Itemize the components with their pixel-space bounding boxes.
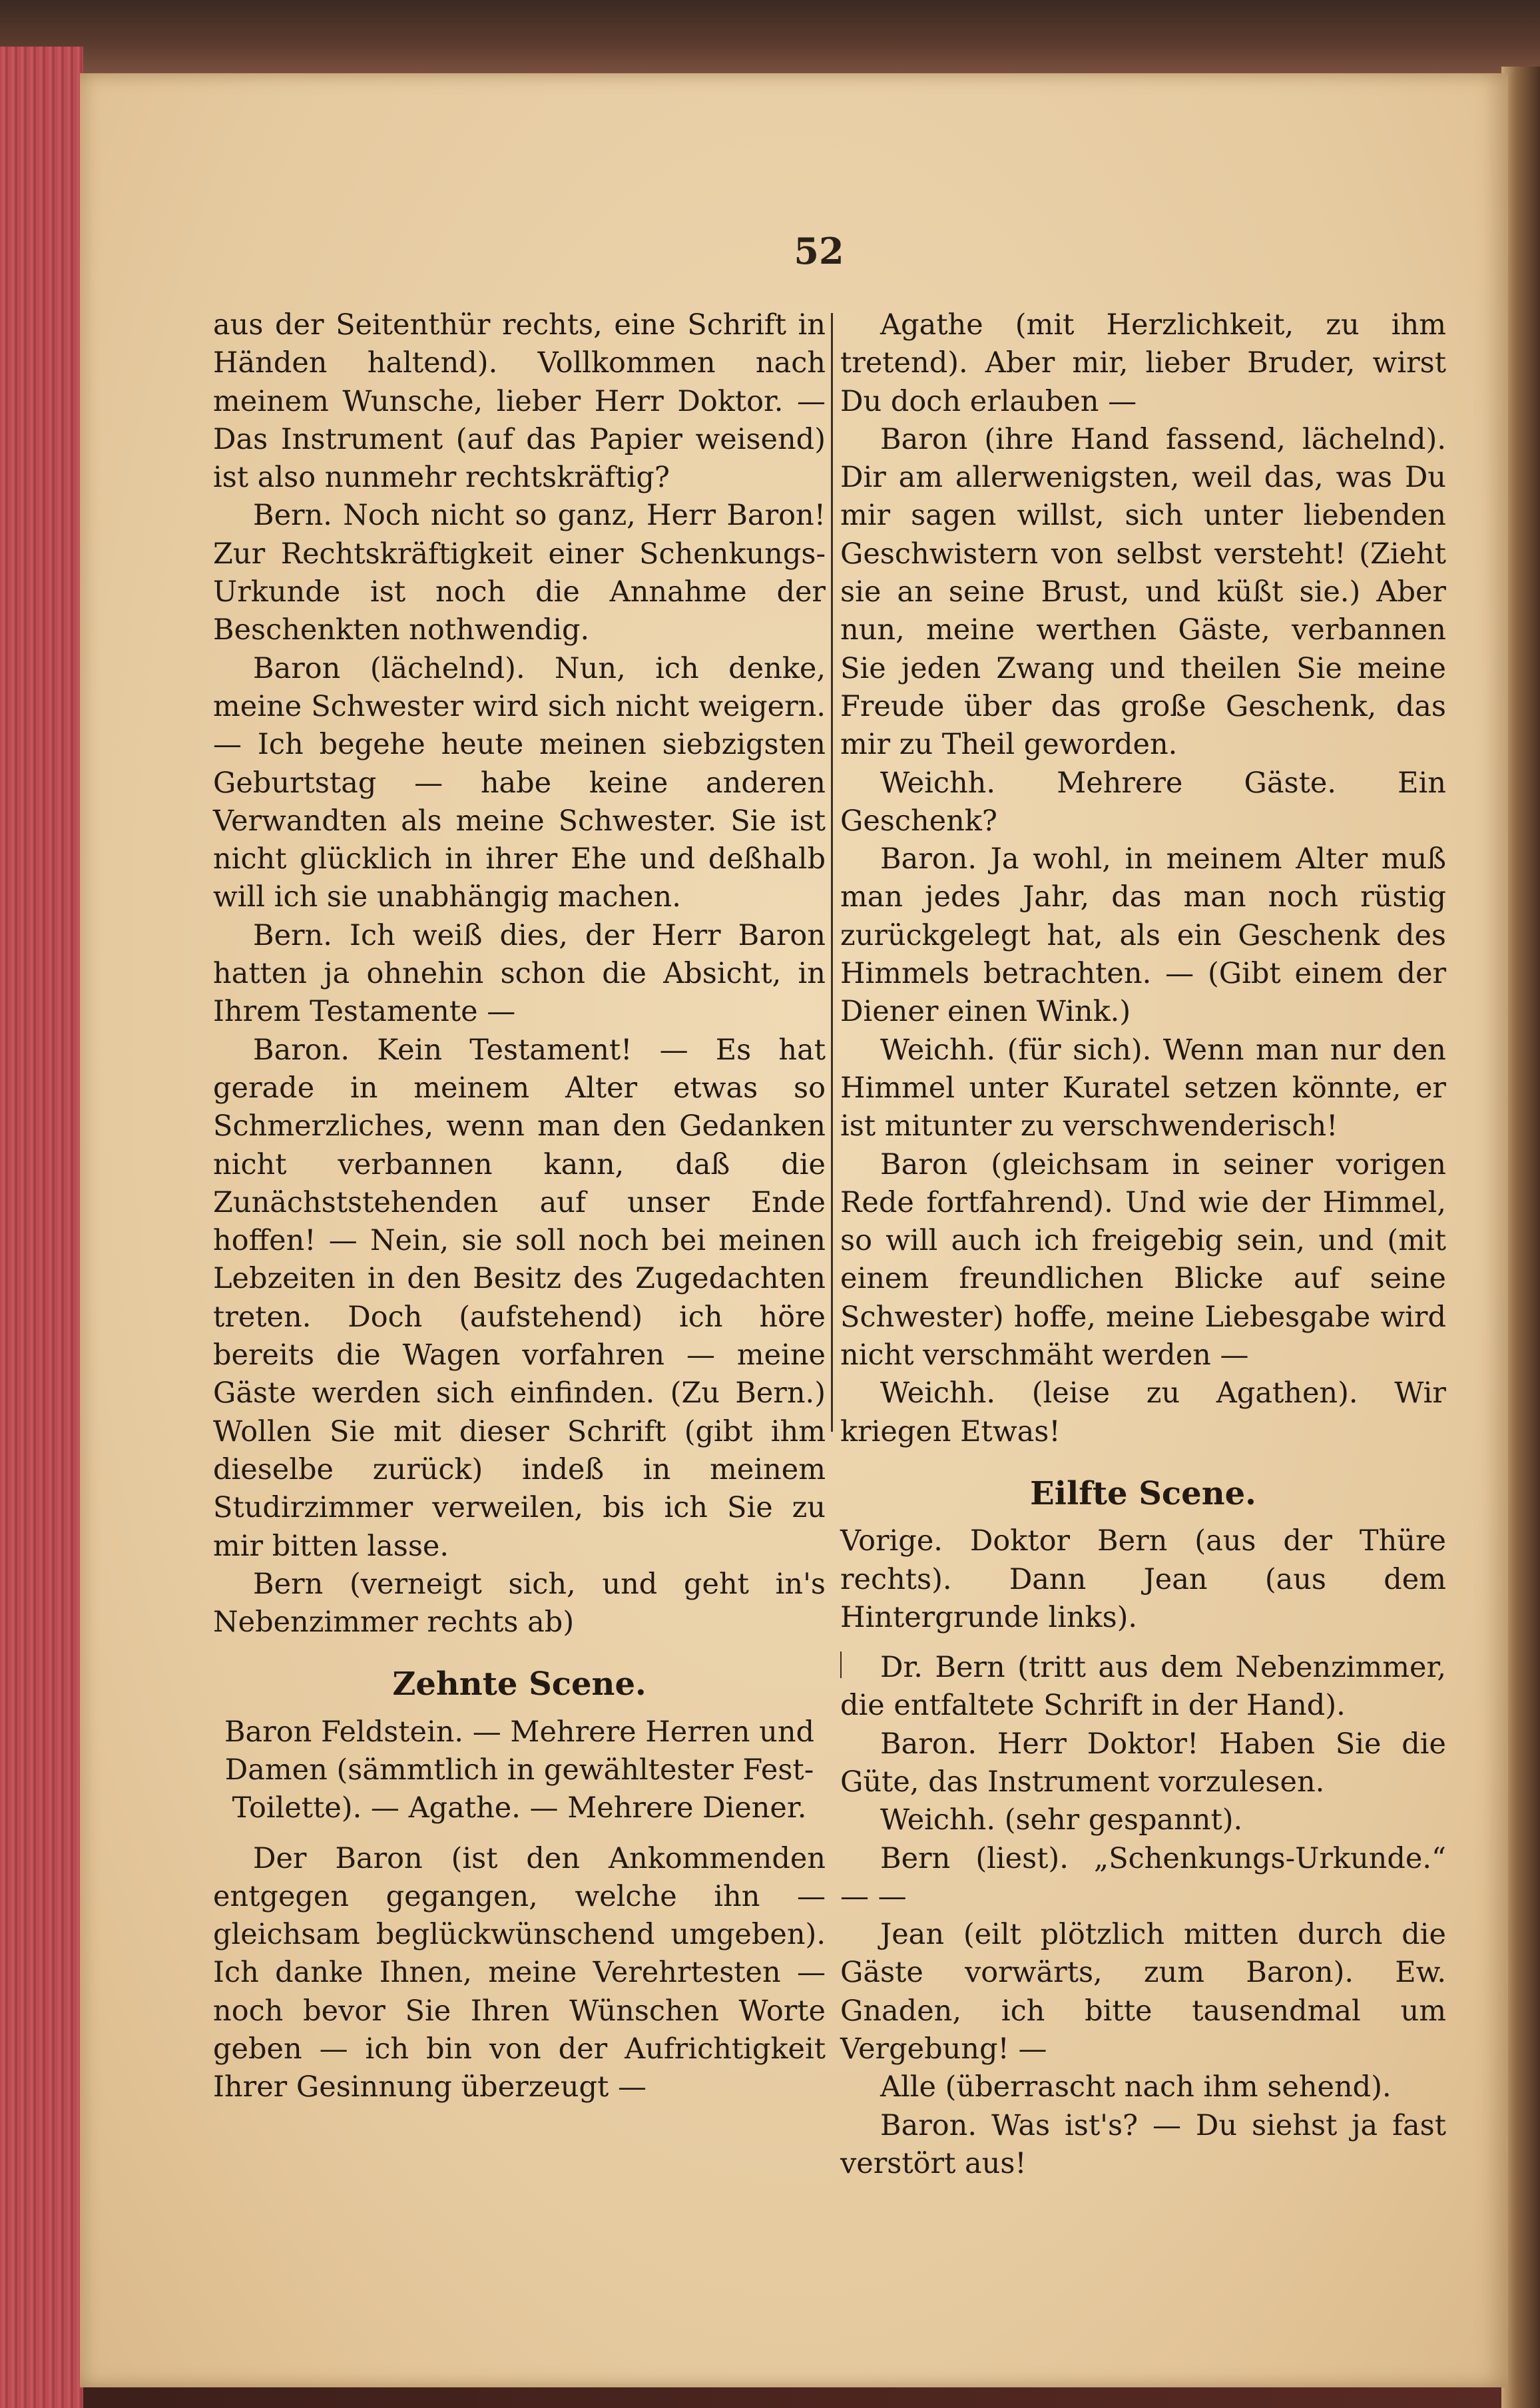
paragraph: Der Baron (ist den Ankommenden entgegen gegangen, welche ihn — gleichsam beglückwünschend umgeben). Ich danke Ihnen, meine Verehrtesten — noch bevor Sie Ihren Wünschen Worte geben — ich bin von der Aufrichtigkeit Ihrer Gesinnung überzeugt — [213,1841,826,2104]
paragraph: Baron (gleichsam in seiner vorigen Rede fortfahrend). Und wie der Himmel, so will auch ich freigebig sein, und (mit einem freundlichen Blicke auf seine Schwester) hoffe, meine Liebesgabe wird nicht verschmäht werden — [840,1147,1446,1372]
right-column [840,306,1446,2183]
paragraph: Weichh. (leise zu Agathen). Wir kriegen Etwas! [840,1376,1446,1448]
paragraph: Bern (verneigt sich, und geht in's Nebenzimmer rechts ab) [213,1567,826,1640]
paragraph: Weichh. (sehr gespannt). [880,1803,1243,1837]
paragraph: Bern (liest). „Schenkungs-Urkunde.“ — — [840,1841,1446,1913]
red-page-edges [0,47,83,2408]
paragraph: Bern. Ich weiß dies, der Herr Baron hatten ja ohnehin schon die Absicht, in Ihrem Testamente — [213,918,826,1029]
cast-list: Baron Feldstein. — Mehrere Herren und Damen (sämmtlich in gewähltester Fest-Toilette). — Agathe. — Mehrere Diener. [224,1715,815,1825]
paragraph: Baron. Kein Testament! — Es hat gerade in meinem Alter etwas so Schmerzliches, wenn man den Gedanken nicht verbannen kann, daß die Zunächststehenden auf unser Ende hoffen! — Nein, sie soll noch bei meinen Lebzeiten in den Besitz des Zugedachten treten. Doch (aufstehend) ich höre bereits die Wagen vorfahren — meine Gäste werden sich einfinden. (Zu Bern.) Wollen Sie mit dieser Schrift (gibt ihm dieselbe zurück) indeß in meinem Studirzimmer verweilen, bis ich Sie zu mir bitten lasse. [213,1033,826,1563]
scene-heading: Eilfte Scene. [1030,1474,1256,1512]
paragraph: Baron. Was ist's? — Du siehst ja fast verstört aus! [840,2108,1446,2180]
paragraph: Baron (ihre Hand fassend, lächelnd). Dir am allerwenigsten, weil das, was Du mir sagen willst, sich unter liebenden Geschwistern von selbst versteht! (Zieht sie an seine Brust, und küßt sie.) Aber nun, meine werthen Gäste, verbannen Sie jeden Zwang und theilen Sie meine Freude über das große Geschenk, das mir zu Theil geworden. [840,422,1446,762]
scene-heading: Zehnte Scene. [392,1665,646,1703]
paragraph: Weichh. Mehrere Gäste. Ein Geschenk? [840,766,1446,838]
paragraph: Baron. Ja wohl, in meinem Alter muß man jedes Jahr, das man noch rüstig zurückgelegt hat, als ein Geschenk des Himmels betrachten. — (Gibt einem der Diener einen Wink.) [840,842,1446,1029]
paragraph: aus der Seitenthür rechts, eine Schrift in Händen haltend). Vollkommen nach meinem Wunsche, lieber Herr Doktor. — Das Instrument (auf das Papier weisend) ist also nunmehr rechtskräftig? [213,308,826,495]
page-number: 52 [794,230,844,272]
paragraph: Dr. Bern (tritt aus dem Nebenzimmer, die entfaltete Schrift in der Hand). [840,1651,1446,1723]
paragraph: Baron (lächelnd). Nun, ich denke, meine Schwester wird sich nicht weigern. — Ich begehe heute meinen siebzigsten Geburtstag — habe keine anderen Verwandten als meine Schwester. Sie ist nicht glücklich in ihrer Ehe und deßhalb will ich sie unabhängig machen. [213,651,826,914]
paragraph: Agathe (mit Herzlichkeit, zu ihm tretend). Aber mir, lieber Bruder, wirst Du doch erlauben — [840,308,1446,418]
column-divider [831,313,833,1432]
left-column [213,306,826,2107]
paragraph: Baron. Herr Doktor! Haben Sie die Güte, das Instrument vorzulesen. [840,1727,1446,1799]
paragraph: Alle (überrascht nach ihm sehend). [880,2070,1392,2104]
paragraph: Bern. Noch nicht so ganz, Herr Baron! Zur Rechtskräftigkeit einer Schenkungs-Urkunde ist noch die Annahme der Beschenkten nothwendig. [213,499,826,647]
cast-list: Vorige. Doktor Bern (aus der Thüre rechts). Dann Jean (aus dem Hintergrunde links). [840,1524,1446,1634]
book-top-board [0,0,1540,73]
paragraph: Jean (eilt plötzlich mitten durch die Gäste vorwärts, zum Baron). Ew. Gnaden, ich bitte tausendmal um Vergebung! — [840,1918,1446,2066]
paragraph: Weichh. (für sich). Wenn man nur den Himmel unter Kuratel setzen könnte, er ist mitunter zu verschwenderisch! [840,1033,1446,1143]
